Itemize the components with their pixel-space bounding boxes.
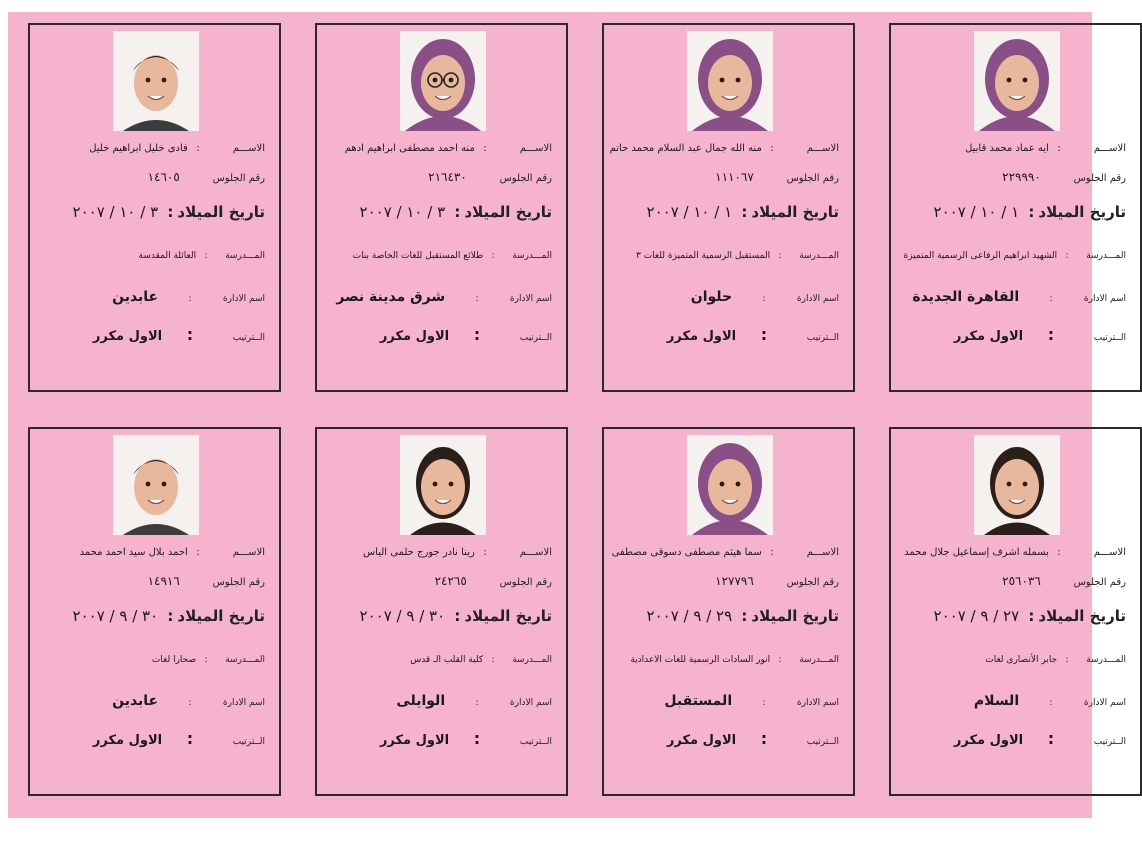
school-name: طلائع المستقبل للغات الخاصة بنات	[352, 251, 484, 261]
colon: :	[760, 729, 768, 748]
rank-row	[93, 729, 265, 748]
student-card-2	[315, 23, 568, 392]
girl-hijab-glasses-portrait-icon	[400, 31, 486, 131]
rank-row	[380, 325, 552, 344]
school-label: المـــدرسة	[799, 655, 839, 665]
rank-row	[380, 729, 552, 748]
colon: :	[762, 294, 766, 304]
colon: :	[454, 607, 461, 625]
rank-row	[954, 325, 1126, 344]
colon: :	[741, 607, 748, 625]
admin-label: اسم الادارة	[509, 698, 552, 708]
colon: :	[770, 547, 774, 558]
admin-name: شرق مدينة نصر	[336, 289, 446, 305]
seat-label: رقم الجلوس	[1073, 577, 1126, 588]
rank-value: الاول مكرر	[92, 733, 163, 748]
seat-number: ١١١٠٦٧	[715, 170, 754, 184]
admin-label: اسم الادارة	[796, 294, 839, 304]
admin-name: عابدين	[112, 693, 159, 709]
colon: :	[204, 251, 208, 261]
admin-row	[112, 693, 265, 709]
birth-date: ٣ / ١٠ / ٢٠٠٧	[72, 203, 159, 221]
birth-date: ٣ / ١٠ / ٢٠٠٧	[359, 203, 446, 221]
birth-date: ٢٧ / ٩ / ٢٠٠٧	[933, 607, 1020, 625]
student-photo	[113, 435, 199, 535]
colon: :	[1047, 325, 1055, 344]
seat-label: رقم الجلوس	[212, 173, 265, 184]
seat-number: ١٤٩١٦	[147, 574, 180, 588]
student-photo	[974, 435, 1060, 535]
school-label: المـــدرسة	[799, 251, 839, 261]
student-card-4	[889, 23, 1142, 392]
seat-number: ١٤٦٠٥	[147, 170, 180, 184]
name-row	[89, 143, 265, 154]
school-name: الشهيد ابراهيم الرفاعى الرسمية المتميزة	[903, 251, 1058, 261]
colon: :	[491, 655, 495, 665]
student-card-5	[28, 427, 281, 796]
name-row	[80, 547, 265, 558]
seat-row	[435, 574, 552, 588]
admin-name: عابدين	[112, 289, 159, 305]
student-name: ايه عماد محمد قابيل	[965, 143, 1049, 154]
colon: :	[770, 143, 774, 154]
admin-row	[396, 693, 552, 709]
rank-value: الاول مكرر	[953, 329, 1024, 344]
rank-value: الاول مكرر	[379, 329, 450, 344]
rank-row	[667, 729, 839, 748]
seat-label: رقم الجلوس	[499, 173, 552, 184]
school-name: جابر الأنصارى لغات	[985, 655, 1058, 665]
admin-row	[664, 693, 839, 709]
admin-label: اسم الادارة	[509, 294, 552, 304]
colon: :	[186, 729, 194, 748]
colon: :	[196, 143, 200, 154]
dob-row	[360, 203, 552, 221]
colon: :	[483, 143, 487, 154]
rank-label: الــترتيب	[806, 333, 839, 343]
girl-portrait-icon	[400, 435, 486, 535]
seat-label: رقم الجلوس	[786, 577, 839, 588]
admin-name: القاهرة الجديدة	[912, 289, 1020, 305]
colon: :	[1049, 698, 1053, 708]
name-row	[610, 143, 839, 154]
seat-label: رقم الجلوس	[499, 577, 552, 588]
rank-label: الــترتيب	[232, 333, 265, 343]
rank-row	[667, 325, 839, 344]
colon: :	[167, 607, 174, 625]
colon: :	[188, 698, 192, 708]
name-label: الاســـم	[1093, 143, 1126, 154]
school-row	[152, 655, 265, 665]
school-label: المـــدرسة	[225, 655, 265, 665]
seat-label: رقم الجلوس	[1073, 173, 1126, 184]
colon: :	[741, 203, 748, 221]
admin-row	[912, 289, 1126, 305]
student-photo	[400, 31, 486, 131]
student-name: احمد بلال سيد احمد محمد	[79, 547, 188, 558]
dob-label: تاريخ الميلاد	[751, 203, 839, 221]
seat-label: رقم الجلوس	[786, 173, 839, 184]
name-row	[345, 143, 552, 154]
birth-date: ١ / ١٠ / ٢٠٠٧	[646, 203, 733, 221]
school-row	[139, 251, 265, 261]
name-label: الاســـم	[232, 547, 265, 558]
colon: :	[1065, 251, 1069, 261]
seat-number: ٢١٦٤٣٠	[428, 170, 467, 184]
school-row	[636, 251, 839, 261]
school-row	[353, 251, 552, 261]
rank-label: الــترتيب	[1093, 333, 1126, 343]
dob-row	[647, 203, 839, 221]
admin-row	[974, 693, 1126, 709]
colon: :	[1057, 143, 1061, 154]
admin-row	[691, 289, 839, 305]
colon: :	[1049, 294, 1053, 304]
seat-number: ٢٢٩٩٩٠	[1002, 170, 1041, 184]
girl-hijab-portrait-icon	[974, 31, 1060, 131]
dob-label: تاريخ الميلاد	[1038, 203, 1126, 221]
dob-label: تاريخ الميلاد	[177, 607, 265, 625]
student-photo	[400, 435, 486, 535]
dob-row	[934, 203, 1126, 221]
admin-label: اسم الادارة	[222, 698, 265, 708]
student-photo	[974, 31, 1060, 131]
dob-row	[73, 607, 265, 625]
student-photo	[687, 435, 773, 535]
seat-label: رقم الجلوس	[212, 577, 265, 588]
name-label: الاســـم	[806, 143, 839, 154]
admin-label: اسم الادارة	[796, 698, 839, 708]
certificate-sheet	[8, 12, 1126, 818]
student-card-8	[889, 427, 1142, 796]
colon: :	[1028, 607, 1035, 625]
seat-number: ٢٤٢٦٥	[434, 574, 467, 588]
colon: :	[188, 294, 192, 304]
student-card-6	[315, 427, 568, 796]
name-label: الاســـم	[806, 547, 839, 558]
rank-label: الــترتيب	[806, 737, 839, 747]
admin-name: السلام	[973, 693, 1020, 709]
colon: :	[762, 698, 766, 708]
school-row	[904, 251, 1126, 261]
colon: :	[475, 698, 479, 708]
boy-portrait-icon	[113, 31, 199, 131]
school-row	[410, 655, 552, 665]
name-label: الاســـم	[1093, 547, 1126, 558]
rank-value: الاول مكرر	[666, 329, 737, 344]
student-name: سما هيثم مصطفى دسوقى مصطفى	[611, 547, 762, 558]
seat-row	[1002, 574, 1126, 588]
school-label: المـــدرسة	[225, 251, 265, 261]
dob-row	[934, 607, 1126, 625]
admin-name: المستقبل	[664, 693, 733, 709]
rank-value: الاول مكرر	[953, 733, 1024, 748]
school-label: المـــدرسة	[1086, 251, 1126, 261]
student-card-7	[602, 427, 855, 796]
colon: :	[473, 325, 481, 344]
colon: :	[1047, 729, 1055, 748]
birth-date: ٣٠ / ٩ / ٢٠٠٧	[359, 607, 446, 625]
student-card-1	[28, 23, 281, 392]
colon: :	[778, 251, 782, 261]
school-row	[630, 655, 839, 665]
colon: :	[167, 203, 174, 221]
student-photo	[113, 31, 199, 131]
admin-row	[112, 289, 265, 305]
seat-row	[148, 170, 265, 184]
seat-row	[148, 574, 265, 588]
name-label: الاســـم	[519, 547, 552, 558]
dob-label: تاريخ الميلاد	[751, 607, 839, 625]
school-row	[985, 655, 1126, 665]
dob-label: تاريخ الميلاد	[464, 203, 552, 221]
seat-row	[715, 574, 839, 588]
colon: :	[186, 325, 194, 344]
rank-value: الاول مكرر	[379, 733, 450, 748]
rank-label: الــترتيب	[519, 333, 552, 343]
colon: :	[204, 655, 208, 665]
student-name: فادى خليل ابراهيم خليل	[89, 143, 188, 154]
admin-name: الوايلى	[396, 693, 446, 709]
student-name: منه الله جمال عبد السلام محمد حاتم	[609, 143, 762, 154]
colon: :	[475, 294, 479, 304]
dob-label: تاريخ الميلاد	[1038, 607, 1126, 625]
admin-label: اسم الادارة	[1083, 294, 1126, 304]
school-label: المـــدرسة	[512, 655, 552, 665]
school-name: انور السادات الرسمية للغات الاعدادية	[630, 655, 771, 665]
colon: :	[1057, 547, 1061, 558]
seat-number: ١٢٧٧٩٦	[715, 574, 754, 588]
school-name: صحارا لغات	[151, 655, 197, 665]
school-label: المـــدرسة	[1086, 655, 1126, 665]
girl-hijab-portrait-icon	[687, 435, 773, 535]
name-label: الاســـم	[232, 143, 265, 154]
rank-label: الــترتيب	[232, 737, 265, 747]
admin-name: حلوان	[690, 289, 733, 305]
school-name: كلية القلب الـ قدس	[410, 655, 484, 665]
colon: :	[1065, 655, 1069, 665]
student-name: منه احمد مصطفى ابراهيم ادهم	[344, 143, 475, 154]
dob-row	[73, 203, 265, 221]
colon: :	[778, 655, 782, 665]
name-row	[904, 547, 1126, 558]
dob-label: تاريخ الميلاد	[464, 607, 552, 625]
name-label: الاســـم	[519, 143, 552, 154]
rank-label: الــترتيب	[519, 737, 552, 747]
colon: :	[454, 203, 461, 221]
colon: :	[760, 325, 768, 344]
seat-row	[1002, 170, 1126, 184]
student-card-3	[602, 23, 855, 392]
seat-number: ٢٥٦٠٣٦	[1002, 574, 1041, 588]
student-name: رينا نادر جورج حلمى الياس	[362, 547, 475, 558]
rank-value: الاول مكرر	[92, 329, 163, 344]
school-label: المـــدرسة	[512, 251, 552, 261]
birth-date: ١ / ١٠ / ٢٠٠٧	[933, 203, 1020, 221]
admin-label: اسم الادارة	[222, 294, 265, 304]
boy-portrait-icon	[113, 435, 199, 535]
colon: :	[473, 729, 481, 748]
school-name: العائلة المقدسة	[138, 251, 197, 261]
admin-row	[336, 289, 552, 305]
rank-label: الــترتيب	[1093, 737, 1126, 747]
name-row	[363, 547, 552, 558]
rank-value: الاول مكرر	[666, 733, 737, 748]
colon: :	[491, 251, 495, 261]
rank-row	[954, 729, 1126, 748]
colon: :	[483, 547, 487, 558]
student-photo	[687, 31, 773, 131]
student-name: بسمله اشرف إسماعيل جلال محمد	[904, 547, 1049, 558]
school-name: المستقبل الرسمية المتميزة للغات ٣	[636, 251, 771, 261]
colon: :	[1028, 203, 1035, 221]
seat-row	[715, 170, 839, 184]
name-row	[612, 547, 839, 558]
dob-row	[360, 607, 552, 625]
seat-row	[428, 170, 552, 184]
admin-label: اسم الادارة	[1083, 698, 1126, 708]
dob-label: تاريخ الميلاد	[177, 203, 265, 221]
colon: :	[196, 547, 200, 558]
birth-date: ٣٠ / ٩ / ٢٠٠٧	[72, 607, 159, 625]
girl-portrait-icon	[974, 435, 1060, 535]
girl-hijab-portrait-icon	[687, 31, 773, 131]
dob-row	[647, 607, 839, 625]
birth-date: ٢٩ / ٩ / ٢٠٠٧	[646, 607, 733, 625]
name-row	[965, 143, 1126, 154]
rank-row	[93, 325, 265, 344]
